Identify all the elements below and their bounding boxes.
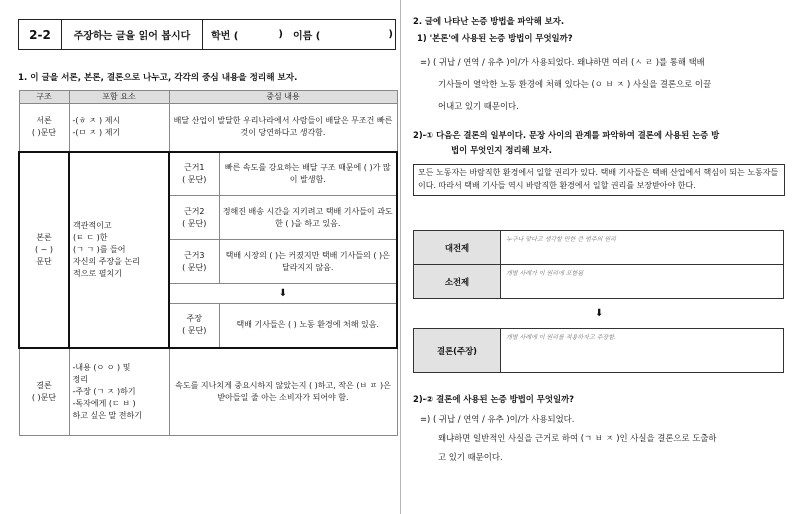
conclusion-element[interactable]: -내용 (ㅇ ㅇ ) 및 [72,362,131,372]
body-element: 적으로 펼치기 [73,268,122,278]
down-arrow-icon: ⬇ [169,284,397,304]
conclusion-row [19,348,397,436]
conclusion-element: 하고 싶은 말 전하기 [72,410,142,420]
intro-element[interactable]: -(ㅎ ㅈ ) 제시 [72,116,121,126]
question-2-2-title [413,128,719,158]
minor-premise-field[interactable]: 개별 사례가 이 원리에 포함됨 [501,265,784,299]
conclusion-claim-table [413,328,784,373]
conclusion-content[interactable]: 속도를 지나치게 중요시하지 않았는지 ( )하고, 작은 (ㅂ ㅍ )은 받아들일 줄 아는 소비자가 되어야 함. [169,348,397,436]
question-1-title: 1. 이 글을 서론, 본론, 결론으로 나누고, 각각의 중심 내용을 정리해 보자. [18,73,298,83]
intro-paragraph[interactable]: ( )문단 [31,128,57,138]
conclusion-structure [19,348,69,436]
conclusion-claim-label: 결론(주장) [414,329,501,373]
title-line: 2)-① 다음은 결론의 일부이다. 문장 사이의 관계를 파악하여 결론에 사용된 논증 방 [413,130,720,140]
student-id-label: 학번 ( [211,31,239,42]
claim-paragraph[interactable]: ( 문단) [182,326,207,336]
major-premise-label: 대전제 [414,231,501,265]
intro-label: 서론 [36,116,52,126]
body-paragraph-range[interactable]: ( ~ ) [34,244,54,254]
answer-line[interactable]: =) ( 귀납 / 연역 / 유추 )이/가 사용되었다. 왜냐하면 여러 (ㅅ ㄹ )를 통해 택배 [420,57,705,67]
intro-structure [19,104,69,152]
answer-line[interactable]: 왜냐하면 일반적인 사실을 근거로 하여 (ㄱ ㅂ ㅈ )인 사실을 결론으로 도출하 [438,433,717,443]
major-premise-row [414,231,784,265]
student-info [203,20,395,49]
claim-text[interactable]: 택배 기사들은 ( ) 노동 환경에 처해 있음. [219,304,397,348]
evidence-1-label [169,152,219,196]
evidence-label: 근거3 [183,250,205,260]
evidence-paragraph[interactable]: ( 문단) [182,262,207,272]
conclusion-element[interactable]: -독자에게 (ㄷ ㅂ ) [72,398,136,408]
intro-element[interactable]: -(ㅁ ㅈ ) 제기 [72,128,121,138]
question-2-title: 2. 글에 나타난 논증 방법을 파악해 보자. [413,16,565,26]
conclusion-claim-row [414,329,784,373]
evidence-2-label [169,196,219,240]
evidence-paragraph[interactable]: ( 문단) [182,218,207,228]
name-label: 이름 ( [292,31,321,42]
conclusion-paragraph[interactable]: ( )문단 [31,392,57,402]
body-elements [69,152,169,348]
evidence-label: 근거1 [183,162,205,172]
evidence-3-label [169,240,219,284]
answer-line: 고 있기 때문이다. [438,452,503,462]
down-arrow-icon: ⬇ [595,308,604,319]
evidence-label: 근거2 [183,206,205,216]
answer-line[interactable]: 기사들이 열악한 노동 환경에 처해 있다는 (ㅇ ㅂ ㅈ ) 사실을 결론으로 이끌 [438,79,712,89]
conclusion-quote-box: 모든 노동자는 바람직한 환경에서 일할 권리가 있다. 택배 기사들은 택배 산업에서 핵심이 되는 노동자들이다. 따라서 택배 기사들 역시 바람직한 환경에서 일할 권리를 보장받아야 한다. [413,164,785,196]
body-element[interactable]: (ㅌ ㄷ )한 [73,232,108,242]
table-header-row [19,91,397,104]
claim-title: 주장 [186,314,202,324]
column-divider [400,0,401,514]
question-2-3-answer [420,410,792,467]
evidence-3-text[interactable]: 택배 시장의 ( )는 커졌지만 택배 기사들의 ( )은 달라지지 않음. [219,240,397,284]
header-structure: 구조 [19,91,69,104]
question-2-1-title: 1) '본론'에 사용된 논증 방법이 무엇일까? [417,33,573,43]
intro-elements [69,104,169,152]
conclusion-element[interactable]: -주장 (ㄱ ㅈ )하기 [72,386,136,396]
question-2-3-title: 2)-② 결론에 사용된 논증 방법이 무엇일까? [413,394,575,404]
evidence-1-text[interactable]: 빠른 속도를 강요하는 배달 구조 때문에 ( )가 많이 발생함. [219,152,397,196]
lesson-number: 2-2 [19,20,62,49]
answer-line: 어내고 있기 때문이다. [438,101,519,111]
body-element[interactable]: (ㄱ ㄱ )를 들어 [73,244,126,254]
lesson-header [18,19,396,50]
evidence-row [19,152,397,196]
question-2-1-answer [420,51,792,117]
student-id-close: ) [278,29,283,40]
body-structure [19,152,69,348]
body-label: 본론 [36,232,52,242]
lesson-title: 주장하는 글을 읽어 봅시다 [62,20,203,49]
minor-premise-label: 소전제 [414,265,501,299]
answer-line[interactable]: =) ( 귀납 / 연역 / 유추 )이/가 사용되었다. [420,414,575,424]
header-elements: 포함 요소 [69,91,169,104]
body-element: 자신의 주장을 논리 [73,256,140,266]
body-paragraph-label: 문단 [36,256,52,266]
name-close: ) [388,29,393,40]
intro-row [19,104,397,152]
minor-premise-row [414,265,784,299]
evidence-paragraph[interactable]: ( 문단) [182,174,207,184]
intro-content: 배달 산업이 발달한 우리나라에서 사람들이 배달은 무조건 빠른 것이 당연하다고 생각함. [169,104,397,152]
major-premise-field[interactable]: 누구나 맞다고 생각할 만한 큰 범주의 원리 [501,231,784,265]
conclusion-claim-field[interactable]: 개별 사례에 이 원리를 적용하자고 주장함. [501,329,784,373]
conclusion-label: 결론 [36,380,52,390]
structure-table [18,90,398,436]
conclusion-element: 정리 [72,374,88,384]
title-line: 법이 무엇인지 정리해 보자. [451,145,552,155]
premise-table [413,230,784,299]
evidence-2-text[interactable]: 정해진 배송 시간을 지키려고 택배 기사들이 과도한 ( )을 하고 있음. [219,196,397,240]
conclusion-elements [69,348,169,436]
claim-label [169,304,219,348]
header-content: 중심 내용 [169,91,397,104]
body-element: 객관적이고 [73,220,112,230]
